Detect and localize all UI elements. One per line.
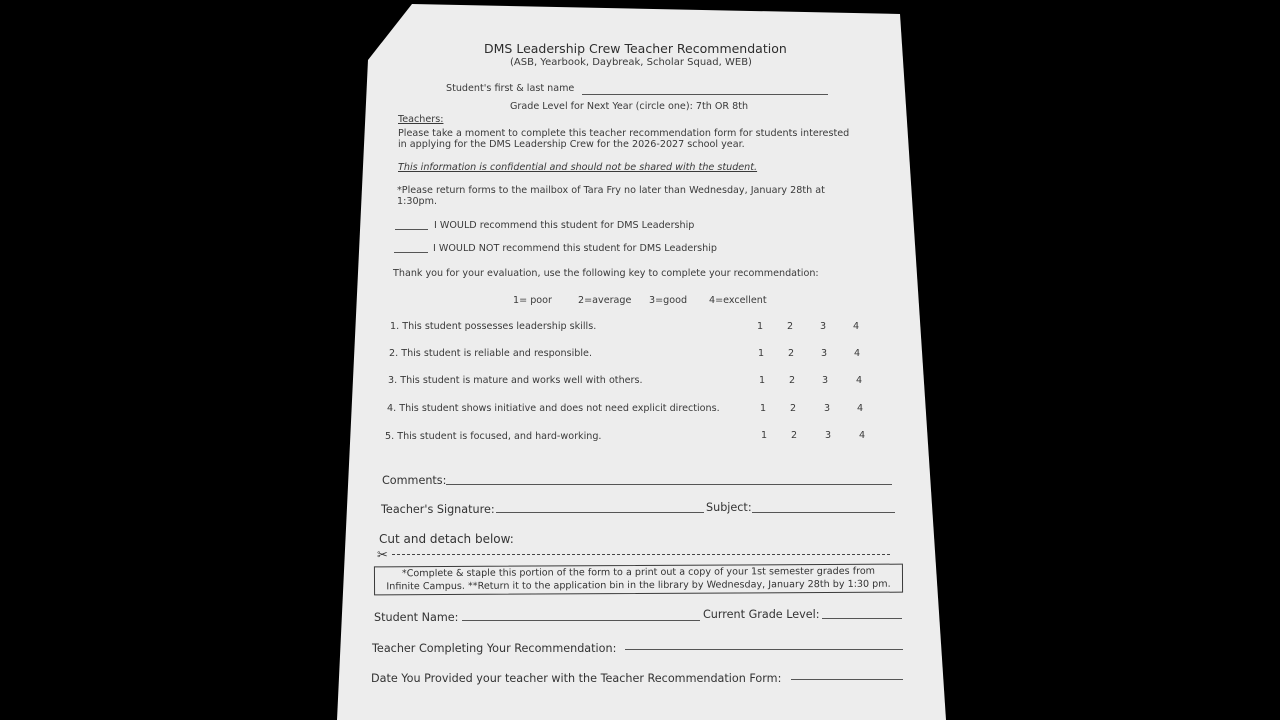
question-5: 5. This student is focused, and hard-working.	[385, 431, 602, 442]
return-line-1: *Please return forms to the mailbox of Tara Fry no later than Wednesday, January 28th at	[397, 185, 825, 196]
rating-1[interactable]: 1	[758, 348, 765, 359]
intro-line-1: Please take a moment to complete this teacher recommendation form for students interested	[398, 128, 850, 139]
key-poor: 1= poor	[513, 295, 552, 306]
rating-2[interactable]: 2	[787, 321, 794, 332]
instructions-box	[374, 564, 903, 596]
subject-label: Subject:	[706, 501, 752, 514]
key-average: 2=average	[578, 295, 632, 306]
student-name-label: Student's first & last name	[446, 83, 575, 94]
rating-2[interactable]: 2	[791, 430, 798, 441]
would-not-recommend-blank[interactable]	[394, 252, 428, 253]
key-good: 3=good	[649, 295, 688, 306]
student-name-blank[interactable]	[582, 94, 828, 95]
rating-4[interactable]: 4	[857, 403, 864, 414]
signature-label: Teacher's Signature:	[381, 503, 495, 516]
question-4: 4. This student shows initiative and does not need explicit directions.	[387, 403, 720, 414]
rating-3[interactable]: 3	[825, 430, 832, 441]
rating-2[interactable]: 2	[790, 403, 797, 414]
rating-4[interactable]: 4	[854, 348, 861, 359]
rating-1[interactable]: 1	[759, 375, 766, 386]
confidential-note: This information is confidential and should not be shared with the student.	[398, 162, 758, 173]
form-title: DMS Leadership Crew Teacher Recommendation	[484, 41, 787, 56]
would-recommend-text: I WOULD recommend this student for DMS Leadership	[434, 220, 695, 231]
student-name-field[interactable]	[462, 620, 700, 621]
key-excellent: 4=excellent	[709, 295, 767, 306]
form-subtitle: (ASB, Yearbook, Daybreak, Scholar Squad, WEB)	[510, 57, 752, 68]
teachers-heading: Teachers:	[398, 114, 444, 125]
rating-1[interactable]: 1	[761, 430, 768, 441]
note-line-2: Infinite Campus. **Return it to the application bin in the library by Wednesday, January 28th by 1:30 pm.	[386, 578, 891, 593]
note-line-1: *Complete & staple this portion of the form to a print out a copy of your 1st semester grades from	[401, 565, 876, 580]
comments-label: Comments:	[382, 474, 447, 487]
question-1: 1. This student possesses leadership skills.	[390, 321, 597, 332]
rating-3[interactable]: 3	[820, 321, 827, 332]
return-line-2: 1:30pm.	[397, 196, 438, 207]
current-grade-field-label: Current Grade Level:	[703, 608, 820, 621]
current-grade-field[interactable]	[822, 618, 902, 619]
rating-1[interactable]: 1	[757, 321, 764, 332]
teacher-completing-field-label: Teacher Completing Your Recommendation:	[372, 642, 617, 655]
student-name-field-label: Student Name:	[374, 611, 459, 624]
would-recommend-blank[interactable]	[395, 229, 428, 230]
cut-line	[392, 554, 890, 555]
rating-2[interactable]: 2	[788, 348, 795, 359]
thank-you-text: Thank you for your evaluation, use the following key to complete your recommendation:	[393, 268, 819, 279]
rating-3[interactable]: 3	[824, 403, 831, 414]
grade-level-line: Grade Level for Next Year (circle one): 7th OR 8th	[510, 101, 749, 112]
rating-3[interactable]: 3	[822, 375, 829, 386]
would-not-recommend-text: I WOULD NOT recommend this student for DMS Leadership	[433, 243, 718, 254]
intro-line-2: in applying for the DMS Leadership Crew for the 2026-2027 school year.	[398, 139, 745, 150]
question-3: 3. This student is mature and works well with others.	[388, 375, 643, 386]
teacher-completing-field[interactable]	[625, 649, 903, 650]
scissors-icon: ✂	[377, 548, 388, 563]
comments-field[interactable]	[446, 484, 892, 485]
rating-1[interactable]: 1	[760, 403, 767, 414]
signature-field[interactable]	[496, 512, 704, 513]
rating-4[interactable]: 4	[853, 321, 860, 332]
cut-label: Cut and detach below:	[379, 532, 514, 546]
question-2: 2. This student is reliable and responsible.	[389, 348, 592, 359]
rating-2[interactable]: 2	[789, 375, 796, 386]
rating-4[interactable]: 4	[859, 430, 866, 441]
date-provided-field[interactable]	[791, 679, 903, 680]
date-provided-field-label: Date You Provided your teacher with the Teacher Recommendation Form:	[371, 672, 782, 685]
subject-field[interactable]	[752, 512, 895, 513]
rating-3[interactable]: 3	[821, 348, 828, 359]
rating-4[interactable]: 4	[856, 375, 863, 386]
